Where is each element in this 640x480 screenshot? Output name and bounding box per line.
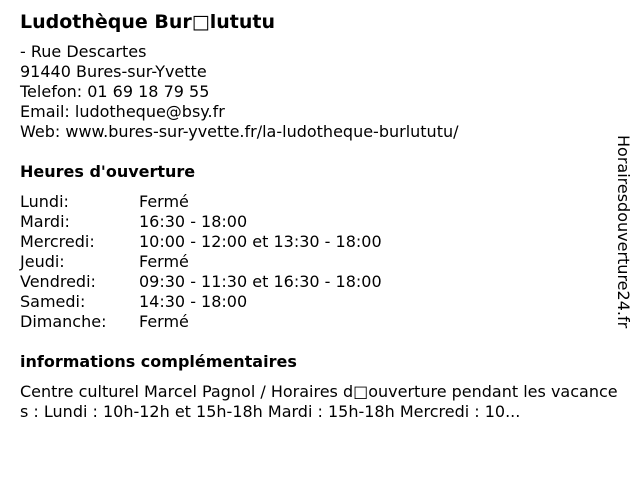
venue-title: Ludothèque Bur□lututu <box>20 11 275 33</box>
hours-day-label: Samedi: <box>20 292 86 311</box>
opening-hours-heading: Heures d'ouverture <box>20 162 196 181</box>
hours-day-label: Lundi: <box>20 192 69 211</box>
city-postal-code: 91440 Bures-sur-Yvette <box>20 62 207 81</box>
hours-day-value: Fermé <box>139 252 189 271</box>
hours-day-value: 09:30 - 11:30 et 16:30 - 18:00 <box>139 272 382 291</box>
hours-row-lundi <box>20 192 616 212</box>
additional-info-text: Centre culturel Marcel Pagnol / Horaires d□ouverture pendant les vacances : Lundi : 10h-12h et 15h-18h Mardi : 15h-18h Mercredi : 10... <box>20 382 618 421</box>
hours-day-label: Mercredi: <box>20 232 95 251</box>
hours-day-value: Fermé <box>139 192 189 211</box>
hours-day-label: Vendredi: <box>20 272 96 291</box>
email-address: Email: ludotheque@bsy.fr <box>20 102 225 121</box>
hours-day-label: Jeudi: <box>20 252 65 271</box>
page-content <box>20 10 616 422</box>
hours-day-label: Dimanche: <box>20 312 107 331</box>
additional-info-heading: informations complémentaires <box>20 352 297 371</box>
hours-row-mercredi <box>20 232 616 252</box>
hours-row-jeudi <box>20 252 616 272</box>
hours-day-value: 14:30 - 18:00 <box>139 292 248 311</box>
hours-row-vendredi <box>20 272 616 292</box>
hours-row-dimanche <box>20 312 616 332</box>
opening-hours-table <box>20 192 616 332</box>
street-address: - Rue Descartes <box>20 42 147 61</box>
hours-row-mardi <box>20 212 616 232</box>
hours-day-value: Fermé <box>139 312 189 331</box>
hours-row-samedi <box>20 292 616 312</box>
website-address: Web: www.bures-sur-yvette.fr/la-ludotheque-burlututu/ <box>20 122 459 141</box>
phone-number: Telefon: 01 69 18 79 55 <box>20 82 210 101</box>
hours-day-value: 10:00 - 12:00 et 13:30 - 18:00 <box>139 232 382 251</box>
hours-day-label: Mardi: <box>20 212 70 231</box>
contact-block <box>20 42 616 142</box>
site-watermark: Horairesdouverture24.fr <box>614 135 633 329</box>
hours-day-value: 16:30 - 18:00 <box>139 212 248 231</box>
